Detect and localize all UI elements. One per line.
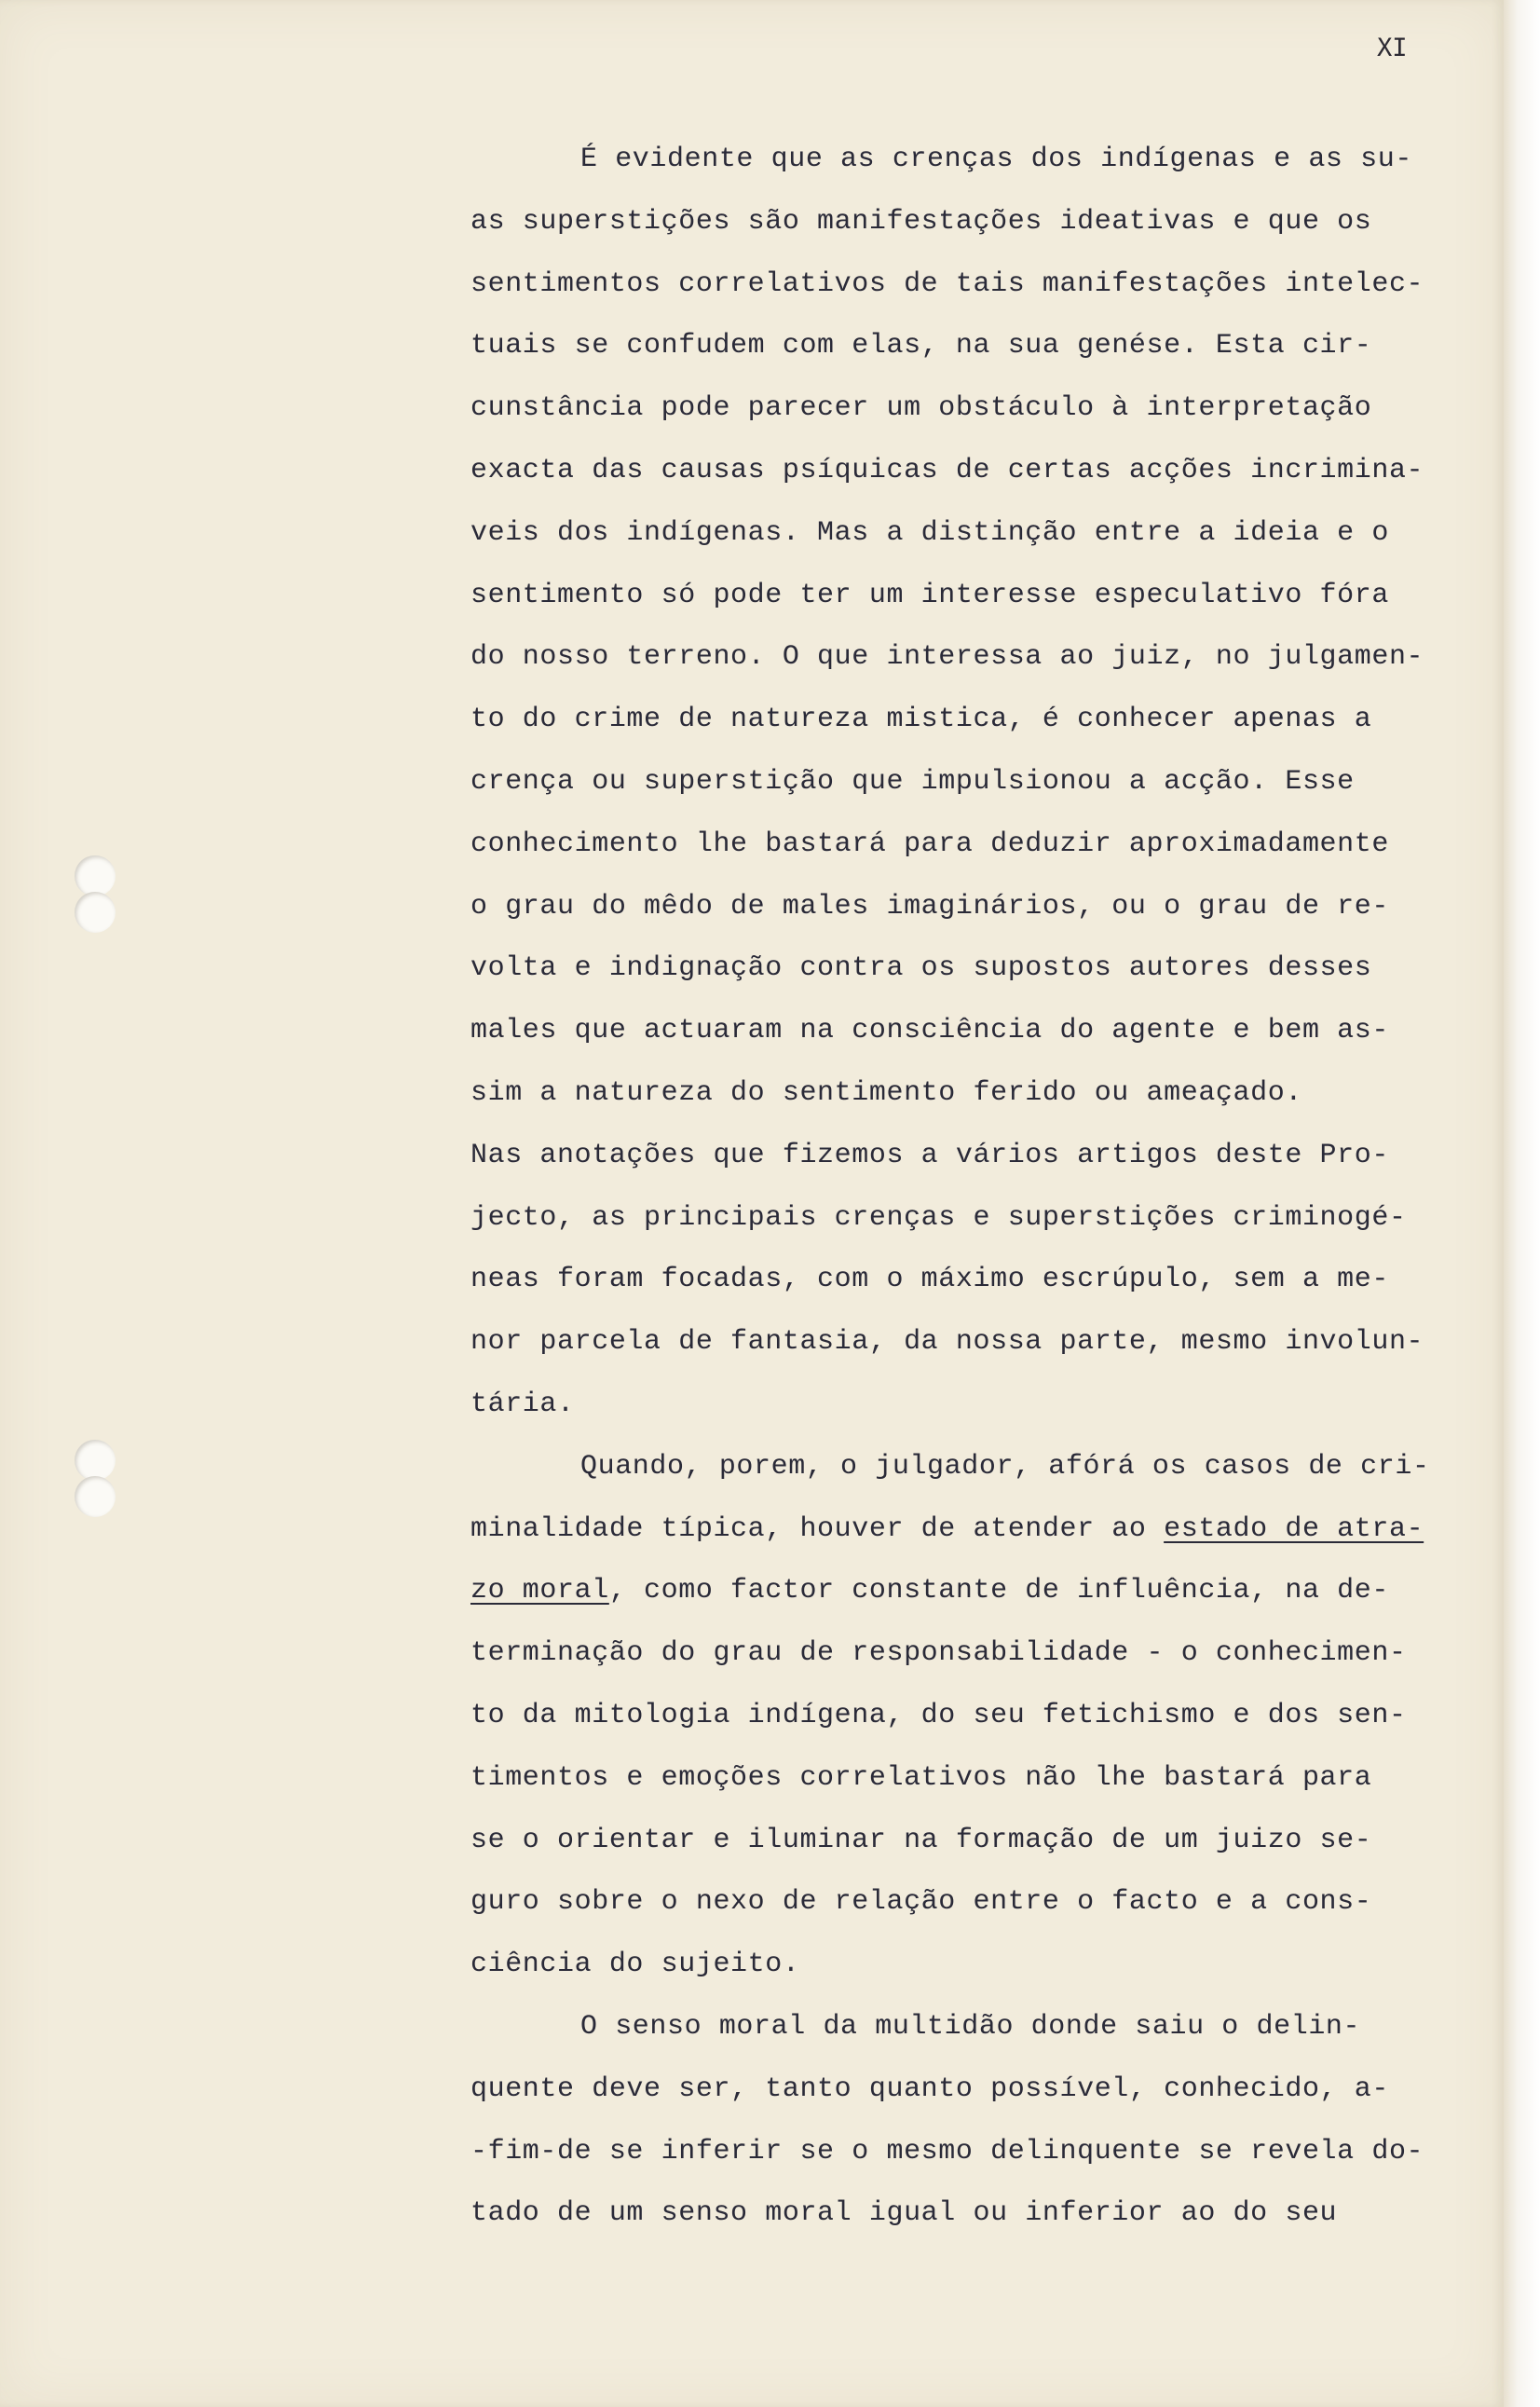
punch-hole-top xyxy=(75,855,116,896)
text-line: to do crime de natureza mistica, é conhecer apenas a xyxy=(470,704,1372,736)
text-line: o grau do mêdo de males imaginários, ou o grau de re- xyxy=(470,890,1389,923)
text-line: sentimento só pode ter um interesse especulativo fóra xyxy=(470,579,1389,611)
text-segment: minalidade típica, houver de atender ao xyxy=(470,1512,1165,1545)
text-line: cunstância pode parecer um obstáculo à interpretação xyxy=(470,392,1372,425)
text-line: tuais se confudem com elas, na sua genése. Esta cir- xyxy=(470,330,1372,362)
body-text xyxy=(470,129,1495,2245)
text-line: tado de um senso moral igual ou inferior ao do seu xyxy=(470,2197,1338,2230)
text-line: terminação do grau de responsabilidade - o conhecimen- xyxy=(470,1637,1407,1670)
text-segment: , como factor constante de influência, na de- xyxy=(608,1575,1389,1607)
text-line: O senso moral da multidão donde saiu o delin- xyxy=(580,2010,1361,2043)
underlined-phrase: zo moral xyxy=(470,1575,609,1607)
text-line: sentimentos correlativos de tais manifestações intelec- xyxy=(470,267,1424,300)
text-line: Quando, porem, o julgador, afórá os casos de cri- xyxy=(580,1450,1430,1483)
punch-hole-bottom-lower xyxy=(75,1476,116,1517)
text-line: -fim-de se inferir se o mesmo delinquente se revela do- xyxy=(470,2135,1424,2168)
text-line: to da mitologia indígena, do seu fetichismo e dos sen- xyxy=(470,1699,1407,1731)
punch-hole-top-lower xyxy=(75,892,116,933)
text-line: males que actuaram na consciência do agente e bem as- xyxy=(470,1015,1389,1047)
text-line: veis dos indígenas. Mas a distinção entre a ideia e o xyxy=(470,516,1389,549)
text-line: sim a natureza do sentimento ferido ou ameaçado. xyxy=(470,1076,1302,1109)
text-line: do nosso terreno. O que interessa ao juiz, no julgamen- xyxy=(470,641,1424,674)
text-line: neas foram focadas, com o máximo escrúpulo, sem a me- xyxy=(470,1264,1389,1296)
text-line: as superstições são manifestações ideativas e que os xyxy=(470,205,1372,238)
text-line: exacta das causas psíquicas de certas acções incrimina- xyxy=(470,454,1424,486)
text-line: Nas anotações que fizemos a vários artigos deste Pro- xyxy=(470,1139,1389,1171)
text-line xyxy=(470,1498,1495,1561)
punch-hole-bottom xyxy=(75,1440,116,1481)
text-line: volta e indignação contra os supostos autores desses xyxy=(470,952,1372,985)
page-edge-background xyxy=(1504,0,1540,2407)
text-line xyxy=(470,1560,1495,1622)
text-line: conhecimento lhe bastará para deduzir aproximadamente xyxy=(470,827,1389,860)
text-line: jecto, as principais crenças e superstições criminogé- xyxy=(470,1201,1407,1234)
page-number: XI xyxy=(1377,34,1408,62)
text-line: guro sobre o nexo de relação entre o facto e a cons- xyxy=(470,1886,1372,1919)
text-line: É evidente que as crenças dos indígenas e as su- xyxy=(580,144,1412,175)
text-line: timentos e emoções correlativos não lhe bastará para xyxy=(470,1761,1372,1794)
text-line: quente deve ser, tanto quanto possível, conhecido, a- xyxy=(470,2072,1389,2105)
text-line: se o orientar e iluminar na formação de um juizo se- xyxy=(470,1824,1372,1856)
text-line: crença ou superstição que impulsionou a acção. Esse xyxy=(470,765,1355,798)
text-line: nor parcela de fantasia, da nossa parte, mesmo involun- xyxy=(470,1326,1424,1359)
underlined-phrase: estado de atra- xyxy=(1164,1512,1424,1545)
text-line: ciência do sujeito. xyxy=(470,1949,800,1981)
text-line: tária. xyxy=(470,1388,575,1420)
